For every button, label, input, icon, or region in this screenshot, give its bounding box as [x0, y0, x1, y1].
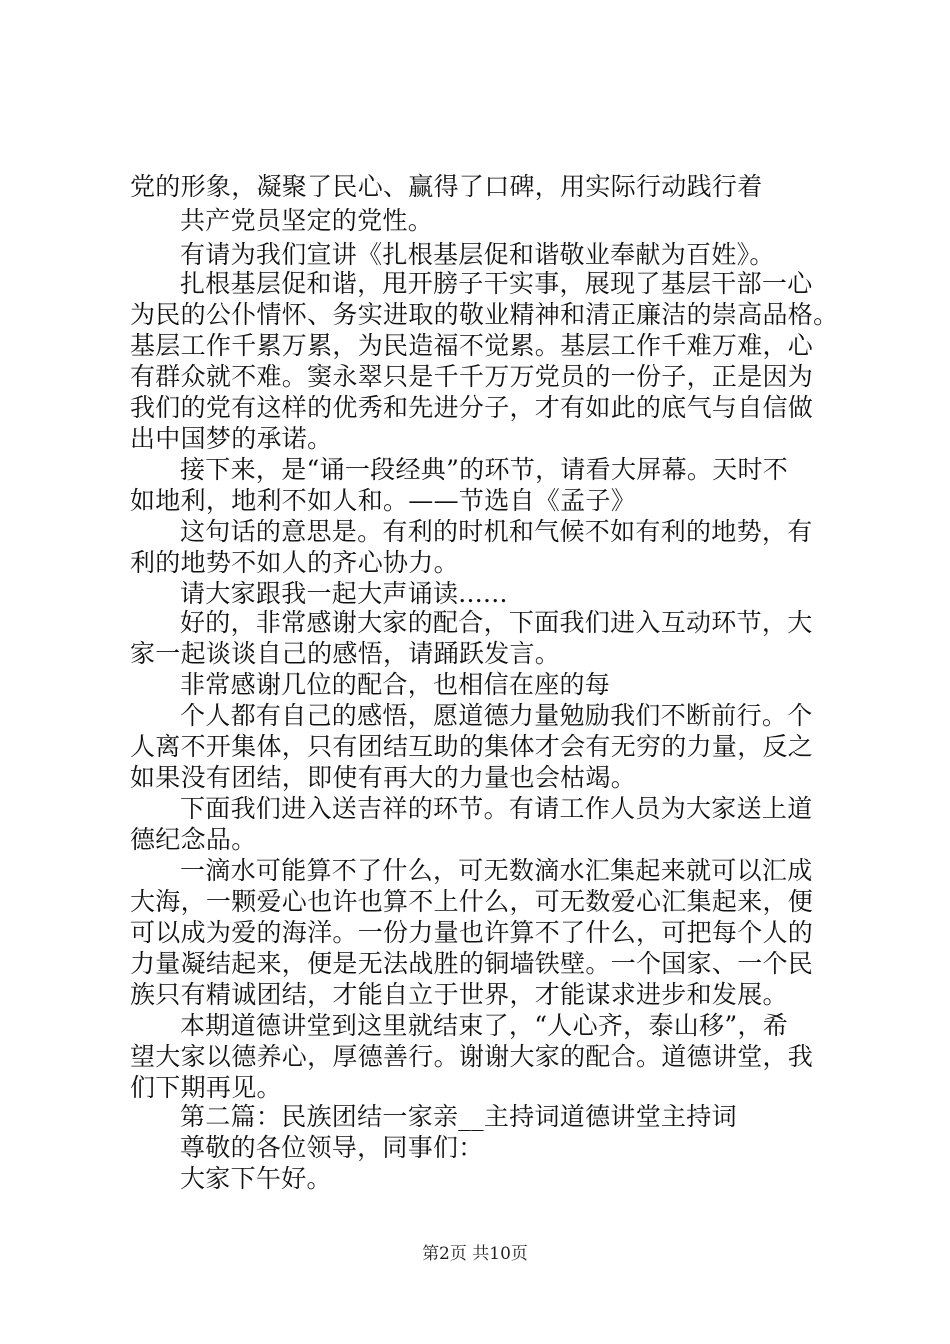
body-line: 有请为我们宣讲《扎根基层促和谐敬业奉献为百姓》。 [180, 240, 775, 269]
body-line: 如地利，地利不如人和。——节选自《孟子》 [130, 486, 637, 515]
body-line: 下面我们进入送吉祥的环节。有请工作人员为大家送上道 [180, 794, 813, 823]
body-line: 共产党员坚定的党性。 [180, 206, 434, 235]
body-line: 如果没有团结，即使有再大的力量也会枯竭。 [130, 763, 637, 792]
body-line: 为民的公仆情怀、务实进取的敬业精神和清正廉洁的崇高品格。 [130, 300, 839, 329]
body-line: 一滴水可能算不了什么，可无数滴水汇集起来就可以汇成 [180, 856, 813, 885]
body-line: 我们的党有这样的优秀和先进分子，才有如此的底气与自信做 [130, 393, 814, 422]
body-line: 德纪念品。 [130, 825, 257, 854]
body-line: 尊敬的各位领导，同事们： [180, 1133, 484, 1162]
body-line: 本期道德讲堂到这里就结束了，“人心齐，泰山移”，希 [180, 1011, 789, 1040]
body-line: 非常感谢几位的配合，也相信在座的每 [180, 670, 611, 699]
body-line: 家一起谈谈自己的感悟，请踊跃发言。 [130, 639, 561, 668]
body-line: 力量凝结起来，便是无法战胜的铜墙铁壁。一个国家、一个民 [130, 949, 814, 978]
body-line: 望大家以德养心，厚德善行。谢谢大家的配合。道德讲堂，我 [130, 1042, 814, 1071]
body-line: 接下来，是“诵一段经典”的环节，请看大屏幕。天时不 [180, 455, 789, 484]
body-line: 大家下午好。 [180, 1164, 332, 1193]
body-line: 基层工作千累万累，为民造福不觉累。基层工作千难万难，心 [130, 331, 814, 360]
body-line: 这句话的意思是。有利的时机和气候不如有利的地势，有 [180, 517, 813, 546]
body-line: 个人都有自己的感悟，愿道德力量勉励我们不断前行。个 [180, 701, 813, 730]
body-line: 好的，非常感谢大家的配合，下面我们进入互动环节，大 [180, 608, 813, 637]
body-line: 人离不开集体，只有团结互助的集体才会有无穷的力量，反之 [130, 732, 814, 761]
body-line: 们下期再见。 [130, 1073, 282, 1102]
body-line: 党的形象，凝聚了民心、赢得了口碑，用实际行动践行着 [130, 172, 763, 201]
body-line: 有群众就不难。窦永翠只是千千万万党员的一份子，正是因为 [130, 362, 814, 391]
body-line: 族只有精诚团结，才能自立于世界，才能谋求进步和发展。 [130, 980, 788, 1009]
body-line: 请大家跟我一起大声诵读...... [180, 579, 508, 608]
body-line: 出中国梦的承诺。 [130, 424, 333, 453]
page-indicator: 第2页 共10页 [422, 1244, 528, 1264]
body-line: 大海，一颗爱心也许也算不上什么，可无数爱心汇集起来，便 [130, 887, 814, 916]
section-heading: 第二篇：民族团结一家亲__主持词道德讲堂主持词 [180, 1102, 737, 1131]
body-line: 利的地势不如人的齐心协力。 [130, 548, 459, 577]
body-line: 扎根基层促和谐，甩开膀子干实事，展现了基层干部一心 [180, 269, 813, 298]
body-line: 可以成为爱的海洋。一份力量也许算不了什么，可把每个人的 [130, 918, 814, 947]
